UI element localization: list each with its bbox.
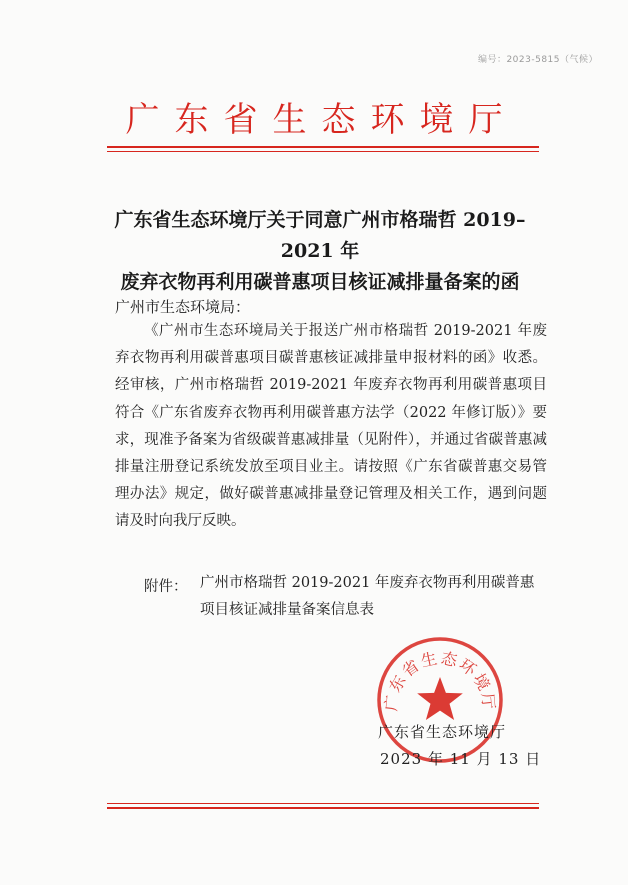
document-title (90, 205, 550, 298)
signature-organization: 广东省生态环境厅 (378, 723, 507, 741)
footer-rule-thin (107, 803, 539, 804)
organization-header: 广东省生态环境厅 (125, 100, 518, 140)
attachment-text: 广州市格瑞哲 2019-2021 年废弃衣物再利用碳普惠项目核证减排量备案信息表 (200, 575, 535, 618)
title-line-1: 广东省生态环境厅关于同意广州市格瑞哲 2019–2021 年 (114, 209, 526, 262)
seal-star-icon (417, 677, 463, 720)
salutation: 广州市生态环境局： (115, 298, 251, 316)
footer-rule-thick (107, 807, 539, 809)
seal-text: 广东省生态环境厅 (381, 648, 499, 713)
body-paragraph: 《广州市生态环境局关于报送广州市格瑞哲 2019-2021 年废弃衣物再利用碳普惠项目碳普惠核证减排量申报材料的函》收悉。经审核，广州市格瑞哲 2019-2021 年废弃衣物再利用碳普惠项目符合《广东省废弃衣物再利用碳普惠方法学（2022 年修订版）》要求，现准予备案为省级碳普惠减排量（见附件），并通过省碳普惠减排量注册登记系统发放至项目业主。请按照《广东省碳普惠交易管理办法》规定，做好碳普惠减排量登记管理及相关工作，遇到问题请及时向我厅反映。 (115, 323, 547, 530)
attachment-label: 附件： (144, 579, 188, 595)
header-rule-thin (107, 151, 539, 152)
signature-date: 2023 年 11 月 13 日 (380, 750, 542, 768)
official-seal (375, 635, 505, 765)
title-line-2: 废弃衣物再利用碳普惠项目核证减排量备案的函 (120, 271, 520, 293)
document-number: 编号：2023-5815（气候） (477, 55, 598, 65)
header-rule-thick (107, 146, 539, 148)
